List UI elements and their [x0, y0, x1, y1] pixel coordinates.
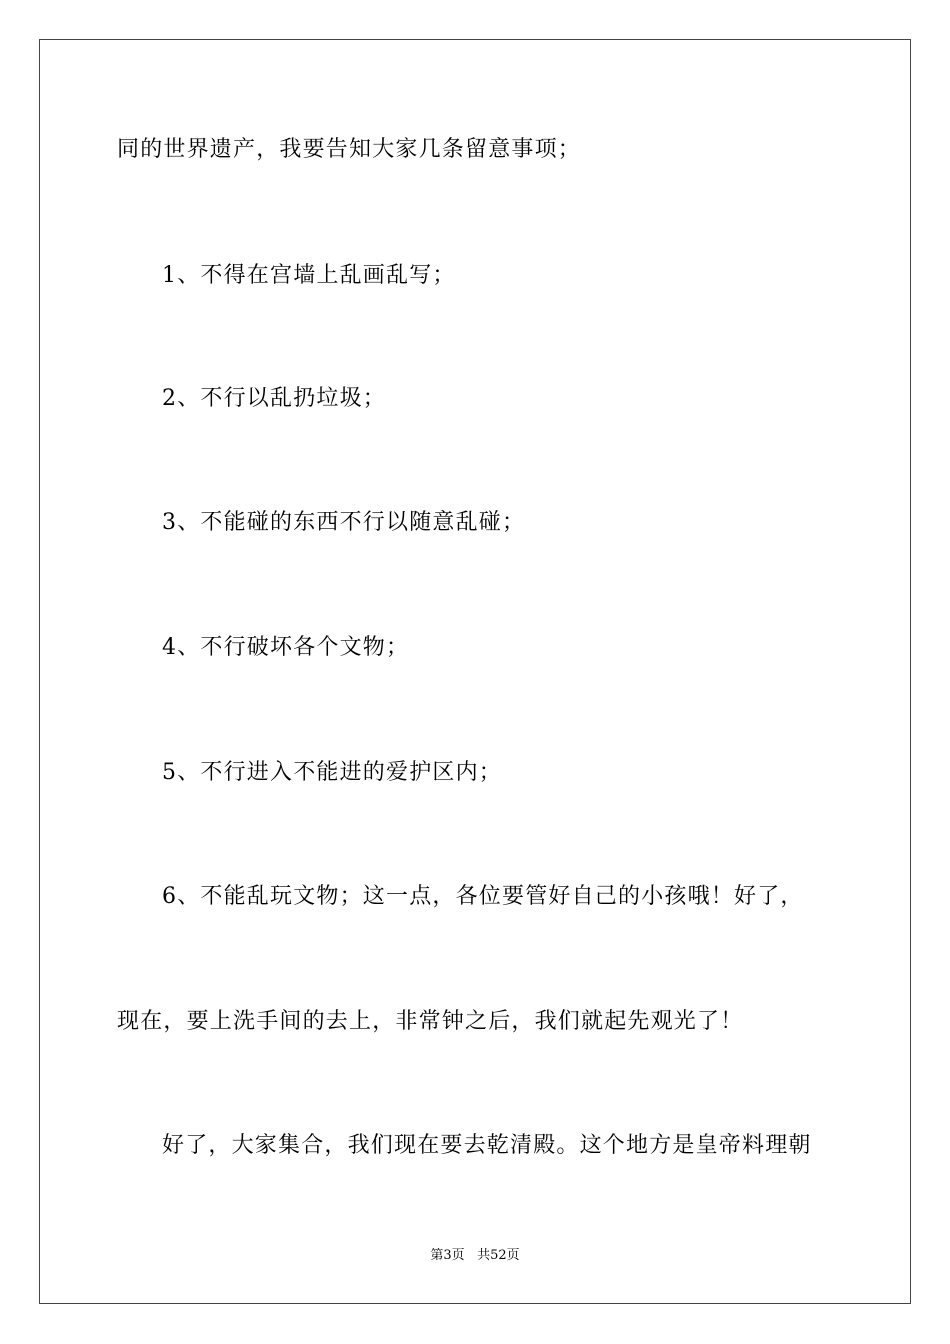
- list-item-4: 4、不行破坏各个文物；: [162, 635, 410, 660]
- paragraph-line: 同的世界遗产，我要告知大家几条留意事项；: [117, 137, 582, 162]
- list-item-1: 1、不得在宫墙上乱画乱写；: [162, 263, 456, 288]
- list-item-6: 6、不能乱玩文物；这一点，各位要管好自己的小孩哦！好了，: [162, 884, 804, 909]
- page-footer: [0, 1247, 950, 1265]
- paragraph-line: 好了，大家集合，我们现在要去乾清殿。这个地方是皇帝料理朝: [162, 1133, 812, 1158]
- list-item-2: 2、不行以乱扔垃圾；: [162, 386, 386, 411]
- paragraph-line: 现在，要上洗手间的去上，非常钟之后，我们就起先观光了！: [117, 1009, 744, 1034]
- page-total: 共52页: [477, 1248, 520, 1263]
- list-item-3: 3、不能碰的东西不行以随意乱碰；: [162, 510, 526, 535]
- page-number: 第3页: [430, 1248, 465, 1263]
- page-border: [39, 39, 911, 1304]
- list-item-5: 5、不行进入不能进的爱护区内；: [162, 760, 502, 785]
